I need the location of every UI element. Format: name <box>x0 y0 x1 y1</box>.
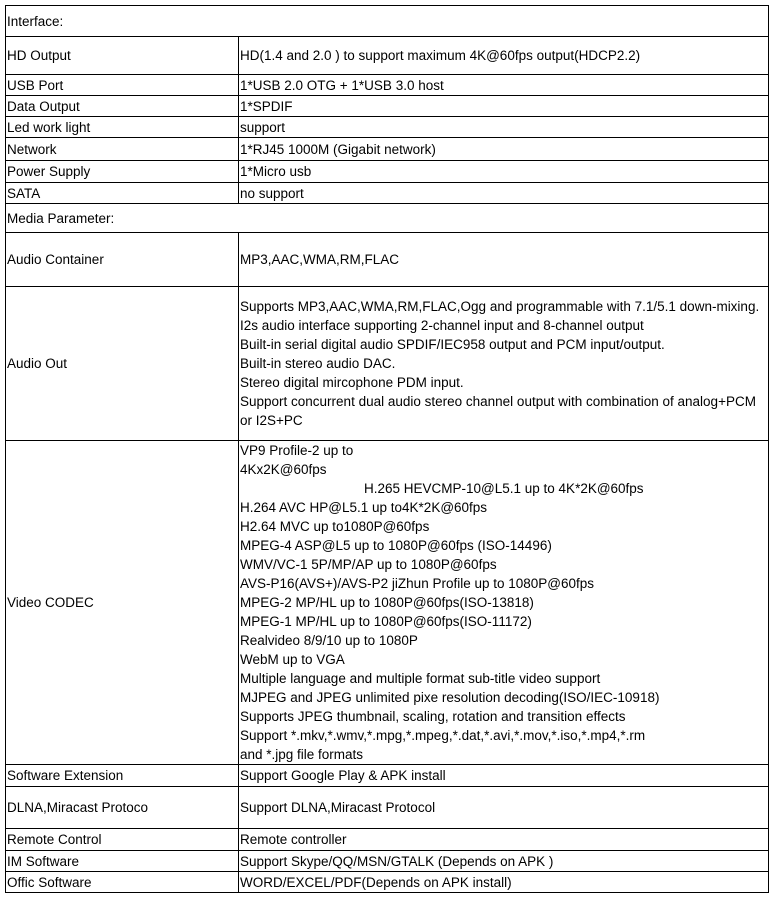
video-codec-line: H2.64 MVC up to1080P@60fps <box>240 519 430 534</box>
video-codec-line: H.264 AVC HP@L5.1 up to4K*2K@60fps <box>240 500 488 515</box>
section-interface <box>6 6 769 37</box>
row-label: Remote Control <box>6 829 239 851</box>
video-codec-line: VP9 Profile-2 up to <box>240 443 354 458</box>
row-label: Led work light <box>6 117 239 138</box>
audio-out-line: Support concurrent dual audio stereo channel output with combination of analog+PCM or I2S+PC <box>240 394 756 428</box>
row-dlna <box>6 787 769 829</box>
row-label: Power Supply <box>6 161 239 183</box>
row-value: HD(1.4 and 2.0 ) to support maximum 4K@60fps output(HDCP2.2) <box>239 37 769 75</box>
video-codec-line: WebM up to VGA <box>240 652 345 667</box>
row-data-output <box>6 96 769 117</box>
row-video-codec <box>6 441 769 765</box>
row-value: WORD/EXCEL/PDF(Depends on APK install) <box>239 872 769 893</box>
row-value: support <box>239 117 769 138</box>
video-codec-line: 4Kx2K@60fps <box>240 462 327 477</box>
row-label: Audio Out <box>6 287 239 441</box>
row-value: 1*SPDIF <box>239 96 769 117</box>
video-codec-line: AVS-P16(AVS+)/AVS-P2 jiZhun Profile up to 1080P@60fps <box>240 576 595 591</box>
row-value: MP3,AAC,WMA,RM,FLAC <box>239 233 769 287</box>
row-label: Audio Container <box>6 233 239 287</box>
row-value-list <box>239 287 769 441</box>
row-value: Support Google Play & APK install <box>239 765 769 787</box>
video-codec-line: MPEG-2 MP/HL up to 1080P@60fps(ISO-13818) <box>240 595 534 610</box>
video-codec-line: Support *.mkv,*.wmv,*.mpg,*.mpeg,*.dat,*.avi,*.mov,*.iso,*.mp4,*.rm <box>240 728 646 743</box>
audio-out-line: Stereo digital mircophone PDM input. <box>240 375 464 390</box>
row-label: Video CODEC <box>6 441 239 765</box>
row-label: DLNA,Miracast Protoco <box>6 787 239 829</box>
row-office-software <box>6 872 769 893</box>
row-hd-output <box>6 37 769 75</box>
video-codec-line: and *.jpg file formats <box>240 747 364 762</box>
row-label: IM Software <box>6 851 239 872</box>
row-value: no support <box>239 183 769 204</box>
row-value: Remote controller <box>239 829 769 851</box>
row-value-list <box>239 441 769 765</box>
row-power <box>6 161 769 183</box>
row-value: 1*Micro usb <box>239 161 769 183</box>
video-codec-line: Realvideo 8/9/10 up to 1080P <box>240 633 418 648</box>
row-im-software <box>6 851 769 872</box>
row-label: HD Output <box>6 37 239 75</box>
row-sata <box>6 183 769 204</box>
row-remote-control <box>6 829 769 851</box>
row-usb-port <box>6 75 769 96</box>
row-audio-container <box>6 233 769 287</box>
row-led <box>6 117 769 138</box>
video-codec-line: MPEG-4 ASP@L5 up to 1080P@60fps (ISO-14496) <box>240 538 552 553</box>
spec-table <box>5 5 769 893</box>
video-codec-line: Multiple language and multiple format sub-title video support <box>240 671 601 686</box>
row-label: Software Extension <box>6 765 239 787</box>
video-codec-line: MJPEG and JPEG unlimited pixe resolution decoding(ISO/IEC-10918) <box>240 690 660 705</box>
row-label: Data Output <box>6 96 239 117</box>
row-label: Network <box>6 138 239 161</box>
audio-out-line: Built-in stereo audio DAC. <box>240 356 396 371</box>
section-media <box>6 204 769 233</box>
row-software-extension <box>6 765 769 787</box>
row-label: Offic Software <box>6 872 239 893</box>
video-codec-line: WMV/VC-1 5P/MP/AP up to 1080P@60fps <box>240 557 497 572</box>
video-codec-line: H.265 HEVCMP-10@L5.1 up to 4K*2K@60fps <box>364 481 644 496</box>
row-network <box>6 138 769 161</box>
section-title: Media Parameter: <box>6 204 769 233</box>
row-value: Support Skype/QQ/MSN/GTALK (Depends on APK ) <box>239 851 769 872</box>
audio-out-line: Built-in serial digital audio SPDIF/IEC958 output and PCM input/output. <box>240 337 665 352</box>
audio-out-line: Supports MP3,AAC,WMA,RM,FLAC,Ogg and programmable with 7.1/5.1 down-mixing. <box>240 299 760 314</box>
row-value: 1*USB 2.0 OTG + 1*USB 3.0 host <box>239 75 769 96</box>
row-label: SATA <box>6 183 239 204</box>
video-codec-line: MPEG-1 MP/HL up to 1080P@60fps(ISO-11172) <box>240 614 532 629</box>
row-value: Support DLNA,Miracast Protocol <box>239 787 769 829</box>
row-label: USB Port <box>6 75 239 96</box>
row-value: 1*RJ45 1000M (Gigabit network) <box>239 138 769 161</box>
video-codec-line: Supports JPEG thumbnail, scaling, rotation and transition effects <box>240 709 626 724</box>
row-audio-out <box>6 287 769 441</box>
audio-out-line: I2s audio interface supporting 2-channel input and 8-channel output <box>240 318 644 333</box>
section-title: Interface: <box>6 6 769 37</box>
